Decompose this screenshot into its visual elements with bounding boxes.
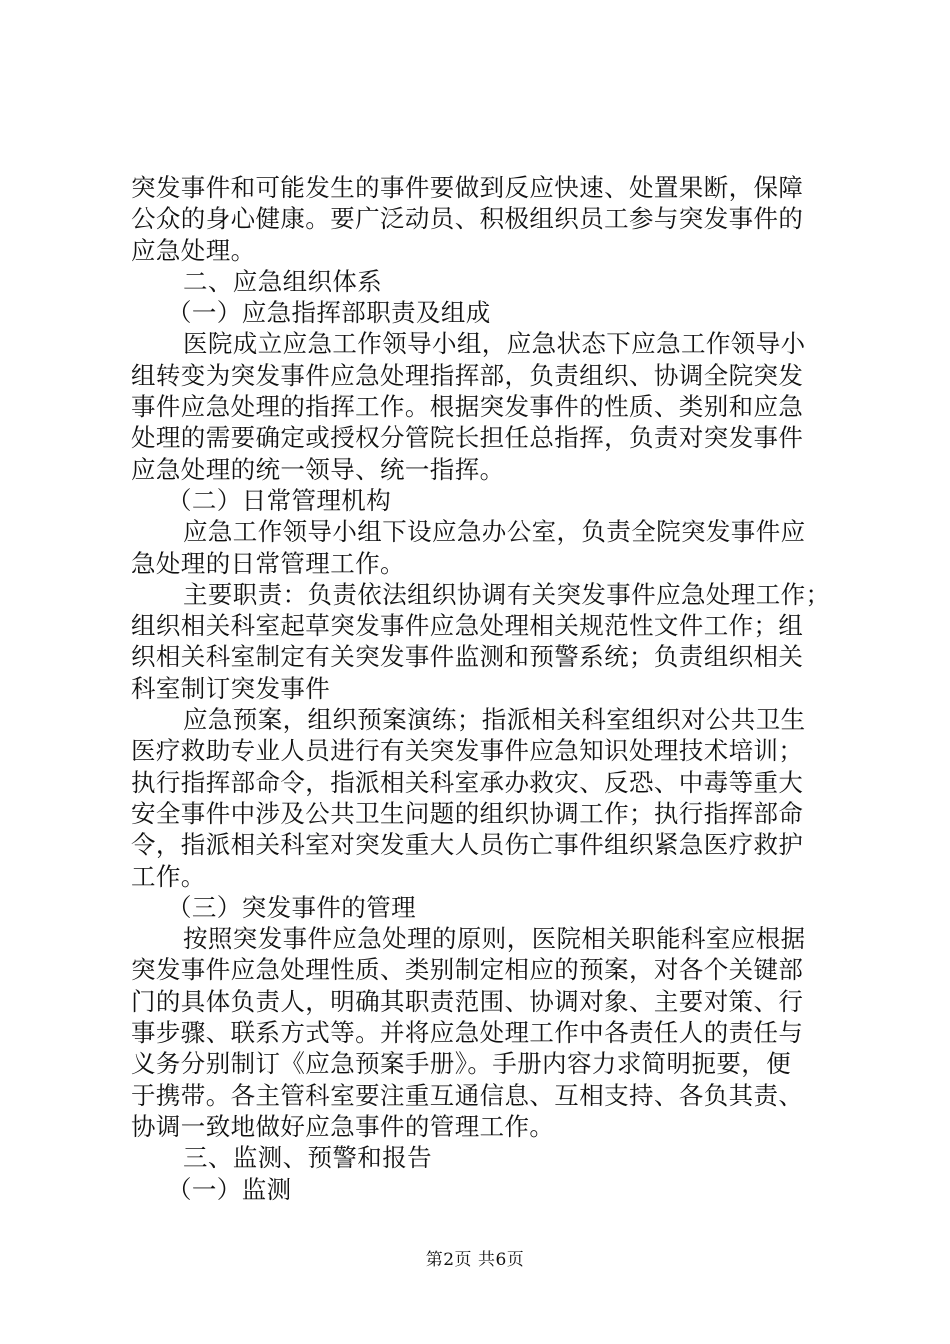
text-line: （一）应急指挥部职责及组成 [167, 298, 491, 328]
text-line: 处理的需要确定或授权分管院长担任总指挥，负责对突发事件 [131, 423, 804, 453]
text-line: 按照突发事件应急处理的原则，医院相关职能科室应根据 [183, 924, 806, 954]
text-line: （二）日常管理机构 [167, 485, 392, 515]
text-line: 应急处理的统一领导、统一指挥。 [131, 454, 505, 484]
text-line: 医院成立应急工作领导小组，应急状态下应急工作领导小 [183, 329, 806, 359]
text-line: 令，指派相关科室对突发重大人员伤亡事件组织紧急医疗救护 [131, 830, 804, 860]
text-line: 执行指挥部命令，指派相关科室承办救灾、反恐、中毒等重大 [131, 767, 804, 797]
text-line: 科室制订突发事件 [131, 673, 331, 703]
text-line: （一）监测 [167, 1174, 292, 1204]
text-line: 应急处理。 [131, 235, 256, 265]
text-line: 应急预案，组织预案演练；指派相关科室组织对公共卫生 [183, 705, 806, 735]
text-line: 事件应急处理的指挥工作。根据突发事件的性质、类别和应急 [131, 392, 804, 422]
text-line: 门的具体负责人，明确其职责范围、协调对象、主要对策、行 [131, 986, 804, 1016]
text-line: 于携带。各主管科室要注重互通信息、互相支持、各负其责、 [131, 1080, 804, 1110]
text-line: （三）突发事件的管理 [167, 892, 416, 922]
text-line: 二、应急组织体系 [183, 266, 383, 296]
text-line: 突发事件应急处理性质、类别制定相应的预案，对各个关键部 [131, 955, 804, 985]
text-line: 急处理的日常管理工作。 [131, 548, 405, 578]
text-line: 应急工作领导小组下设应急办公室，负责全院突发事件应 [183, 517, 806, 547]
text-line: 织相关科室制定有关突发事件监测和预警系统；负责组织相关 [131, 642, 804, 672]
document-body [131, 172, 831, 1205]
text-line: 义务分别制订《应急预案手册》。手册内容力求简明扼要，便 [131, 1049, 792, 1079]
text-line: 突发事件和可能发生的事件要做到反应快速、处置果断，保障 [131, 173, 804, 202]
text-line: 事步骤、联系方式等。并将应急处理工作中各责任人的责任与 [131, 1018, 804, 1048]
text-line: 组转变为突发事件应急处理指挥部，负责组织、协调全院突发 [131, 360, 804, 390]
text-line: 三、监测、预警和报告 [183, 1143, 432, 1173]
text-line: 协调一致地做好应急事件的管理工作。 [131, 1111, 555, 1141]
text-line: 安全事件中涉及公共卫生问题的组织协调工作；执行指挥部命 [131, 798, 804, 828]
text-line: 公众的身心健康。要广泛动员、积极组织员工参与突发事件的 [131, 204, 804, 234]
page-footer: 第2页 共6页 [425, 1250, 525, 1270]
text-line: 组织相关科室起草突发事件应急处理相关规范性文件工作；组 [131, 611, 804, 641]
text-line: 主要职责：负责依法组织协调有关突发事件应急处理工作； [183, 579, 831, 609]
text-line: 工作。 [131, 861, 206, 891]
text-line: 医疗救助专业人员进行有关突发事件应急知识处理技术培训； [131, 736, 804, 766]
